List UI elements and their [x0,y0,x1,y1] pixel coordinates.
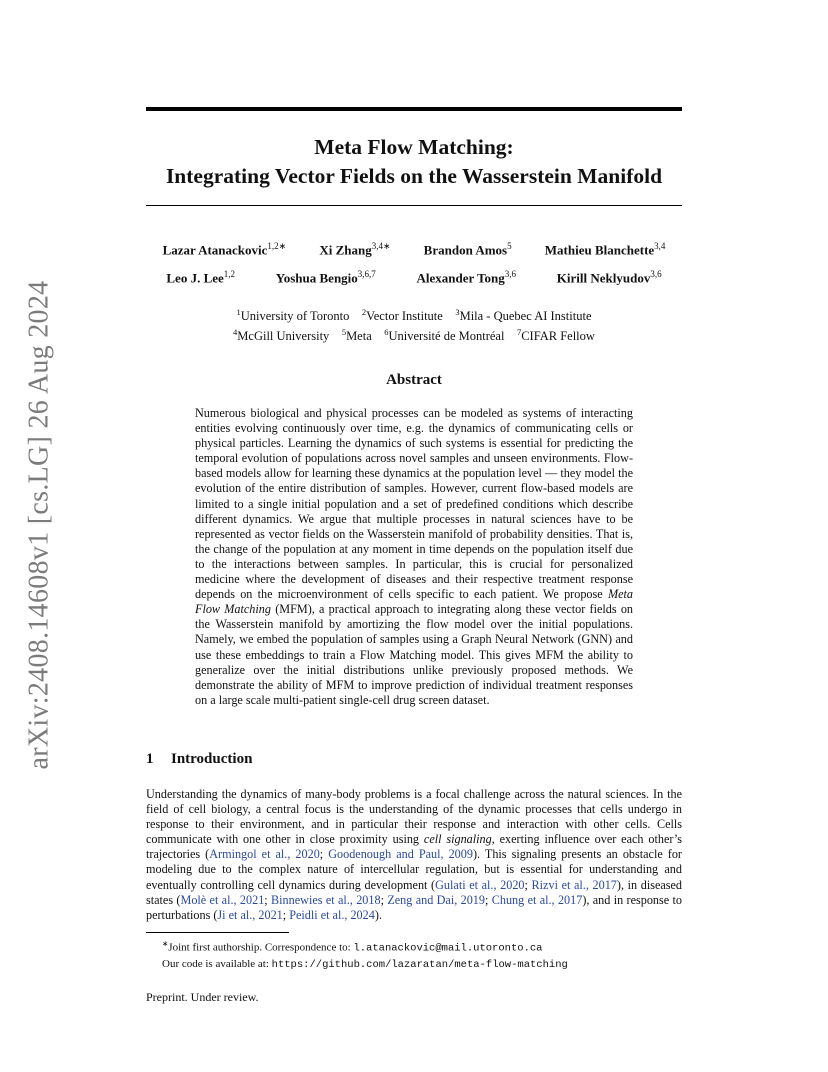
footnote-line-2: Our code is available at: https://github.com/lazaratan/meta-flow-matching [162,957,568,971]
author: Alexander Tong$^{3,6}$ [416,269,517,286]
author: Lazar Atanackovic$^{1,2∗}$ [162,241,287,258]
author-affiliation-marks: 1,2 [223,269,236,280]
affiliation: $^6$Université de Montréal [384,327,505,344]
affiliation: $^1$University of Toronto [236,307,350,324]
arxiv-identifier-margin [23,280,54,770]
author-row-2 [146,269,682,286]
paper-title [146,133,682,191]
citation-link[interactable]: Peidli et al., 2024 [289,907,375,922]
citation-link[interactable]: Binnewies et al., 2018 [271,892,381,907]
citation-link[interactable]: Chung et al., 2017 [491,892,583,907]
affiliation: $^3$Mila - Quebec AI Institute [455,307,592,324]
author: Yoshua Bengio$^{3,6,7}$ [275,269,376,286]
citation-link[interactable]: Armingol et al., 2020 [209,847,320,862]
citation-link[interactable]: Molè et al., 2021 [180,892,265,907]
code-repository-link[interactable]: https://github.com/lazaratan/meta-flow-matching [271,958,568,971]
author: Kirill Neklyudov$^{3,6}$ [556,269,662,286]
arxiv-identifier: arXiv:2408.14608v1 [cs.LG] 26 Aug 2024 [23,280,54,770]
section-title: Introduction [171,751,253,767]
emphasis-cell-signaling: cell signaling [423,832,492,847]
footnote [162,936,682,973]
author: Mathieu Blanchette$^{3,4}$ [544,241,666,258]
affiliation-line-2 [146,324,682,344]
author: Brandon Amos$^5$ [423,241,512,258]
citation-link[interactable]: Ji et al., 2021 [217,907,283,922]
affiliation: $^7$CIFAR Fellow [516,327,595,344]
author-affiliation-marks: 5 [507,241,512,251]
author: Xi Zhang$^{3,4∗}$ [319,241,391,258]
footnote-mark: ∗ [162,939,169,948]
section-number: 1 [146,751,154,767]
affiliations [146,304,682,344]
affiliation: $^4$McGill University [233,327,330,344]
citation-link[interactable]: Zeng and Dai, 2019 [387,892,485,907]
preprint-notice: Preprint. Under review. [146,990,259,1004]
author-affiliation-marks: 3,6 [650,269,662,280]
author-row-1 [146,241,682,258]
abstract-heading: Abstract [386,372,442,388]
author-affiliation-marks: 3,4 [654,241,666,251]
correspondence-email[interactable]: l.atanackovic@mail.utoronto.ca [353,942,543,955]
author-affiliation-marks: 1,2∗ [267,241,287,251]
citation-link[interactable]: Goodenough and Paul, 2009 [328,847,473,862]
author-affiliation-marks: 3,6 [504,269,517,280]
method-name-emphasis: Meta Flow Matching [195,587,633,617]
author-block [146,241,682,298]
citation-link[interactable]: Rizvi et al., 2017 [531,877,617,892]
affiliation: $^5$Meta [341,327,372,344]
author: Leo J. Lee$^{1,2}$ [166,269,236,286]
title-rule-bottom [146,205,682,206]
introduction-paragraph: Understanding the dynamics of many-body problems is a focal challenge across the natural sciences. In the field of cell biology, a central focus is the understanding of the dynamic processes that cells undergo in response to their environment, and in particular their response and interaction with other cells. Cells communicate with one other in close proximity using cell signaling, exerting influence over each other’s trajectories (Armingol et al., 2020; Goodenough and Paul, 2009). This signaling presents an obstacle for modeling due to the complex nature of intercellular regulation, but is essential for understanding and eventually controlling cell dynamics during development (Gulati et al., 2020; Rizvi et al., 2017), in diseased states (Molè et al., 2021; Binnewies et al., 2018; Zeng and Dai, 2019; Chung et al., 2017), and in response to perturbations (Ji et al., 2021; Peidli et al., 2024). [146,787,683,922]
footnote-line-1: ∗Joint first authorship. Correspondence to: l.atanackovic@mail.utoronto.ca [162,939,543,955]
author-affiliation-marks: 3,6,7 [357,269,376,280]
footnote-rule [146,932,289,933]
affiliation: $^2$Vector Institute [361,307,443,324]
title-line-2: Integrating Vector Fields on the Wasserstein Manifold [165,164,663,188]
author-affiliation-marks: 3,4∗ [371,241,391,251]
affiliation-line-1 [146,304,682,324]
title-rule-top [146,107,682,111]
title-line-1: Meta Flow Matching: [314,135,514,159]
section-heading-introduction [146,751,682,768]
abstract-body: Numerous biological and physical processes can be modeled as systems of interacting entities evolving continuously over time, e.g. the dynamics of communicating cells or physical particles. Learning the dynamics of such systems is essential for predicting the temporal evolution of populations across novel samples and unseen environments. Flow-based models allow for learning these dynamics at the population level — they model the evolution of the entire distribution of samples. However, current flow-based models are limited to a single initial population and a set of predefined conditions which describe different dynamics. We argue that multiple processes in natural sciences have to be represented as vector fields on the Wasserstein manifold of probability densities. That is, the change of the population at any moment in time depends on the population itself due to the interactions between samples. In particular, this is crucial for personalized medicine where the development of diseases and their respective treatment response depends on the microenvironment of cells specific to each patient. We propose Meta Flow Matching (MFM), a practical approach to integrating along these vector fields on the Wasserstein manifold by amortizing the flow model over the initial populations. Namely, we embed the population of samples using a Graph Neural Network (GNN) and use these embeddings to train a Flow Matching model. This gives MFM the ability to generalize over the initial distributions unlike previously proposed methods. We demonstrate the ability of MFM to improve prediction of individual treatment responses on a large scale multi-patient single-cell drug screen dataset. [195,406,634,707]
citation-link[interactable]: Gulati et al., 2020 [435,877,525,892]
